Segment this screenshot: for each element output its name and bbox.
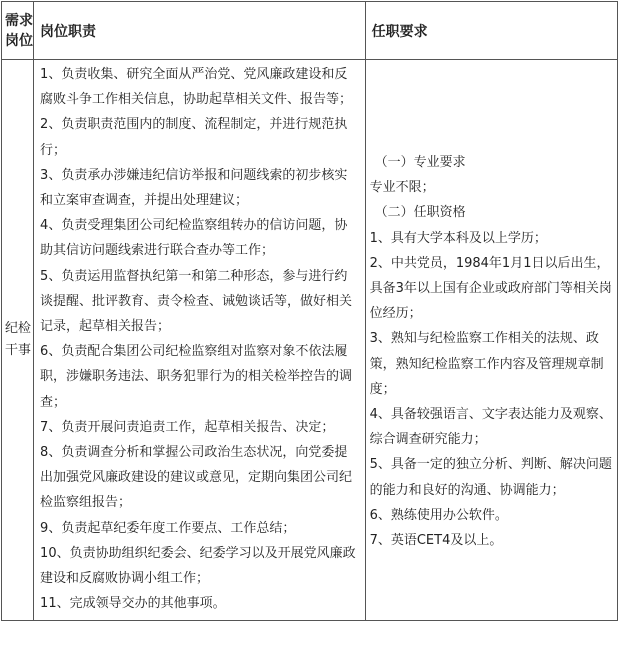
header-post-line-2: 岗位 (5, 32, 33, 49)
qualification-heading: （二）任职资格 (374, 205, 466, 221)
requirements-cell (365, 60, 617, 621)
header-requirements: 任职要求 (365, 2, 617, 60)
duty-item: 11、完成领导交办的其他事项。 (40, 596, 226, 612)
professional-text: 专业不限； (369, 180, 435, 196)
table-header-row (2, 2, 618, 60)
duty-item: 7、负责开展问责追责工作，起草相关报告、决定； (40, 419, 335, 435)
requirement-item: 3、熟知与纪检监察工作相关的法规、政策，熟知纪检监察工作内容及管理规章制度； (369, 331, 604, 397)
post-name (2, 60, 34, 621)
header-post (2, 2, 34, 60)
duty-item: 2、负责职责范围内的制度、流程制定，并进行规范执行； (40, 117, 348, 158)
duties-cell (34, 60, 366, 621)
table-row (2, 60, 618, 621)
duty-item: 1、负责收集、研究全面从严治党、党风廉政建设和反腐败斗争工作相关信息，协助起草相关文件、报告等； (40, 67, 353, 108)
duty-item: 3、负责承办涉嫌违纪信访举报和问题线索的初步核实和立案审查调查，并提出处理建议； (40, 167, 348, 209)
requirement-item: 1、具有大学本科及以上学历； (369, 230, 547, 246)
header-duties: 岗位职责 (34, 2, 366, 60)
job-table (1, 1, 618, 621)
duty-item: 4、负责受理集团公司纪检监察组转办的信访问题，协助其信访问题线索进行联合查办等工作； (40, 218, 348, 259)
duty-item: 5、负责运用监督执纪第一和第二种形态，参与进行约谈提醒、批评教育、责令检查、诫勉谈话等，做好相关记录，起草相关报告； (40, 268, 353, 335)
requirement-item: 5、具备一定的独立分析、判断、解决问题的能力和良好的沟通、协调能力； (369, 457, 612, 498)
requirement-item: 2、中共党员，1984年1月1日以后出生，具备3年以上国有企业或政府部门等相关岗位经历； (369, 255, 612, 322)
post-name-line-1: 纪检 (5, 321, 32, 337)
post-name-line-2: 干事 (5, 343, 32, 359)
requirement-item: 4、具备较强语言、文字表达能力及观察、综合调查研究能力； (369, 407, 612, 448)
professional-heading: （一）专业要求 (374, 155, 466, 170)
requirement-item: 6、熟练使用办公软件。 (369, 507, 508, 523)
duty-item: 6、负责配合集团公司纪检监察组对监察对象不依法履职，涉嫌职务违法、职务犯罪行为的相关检举控告的调查； (40, 344, 353, 410)
duty-item: 10、负责协助组织纪委会、纪委学习以及开展党风廉政建设和反腐败协调小组工作； (40, 545, 356, 587)
duty-item: 8、负责调查分析和掌握公司政治生态状况，向党委提出加强党风廉政建设的建议或意见，定期向集团公司纪检监察组报告； (40, 445, 353, 511)
requirement-item: 7、英语CET4及以上。 (369, 533, 503, 549)
duty-item: 9、负责起草纪委年度工作要点、工作总结； (40, 520, 296, 536)
header-post-line-1: 需求 (5, 12, 33, 29)
